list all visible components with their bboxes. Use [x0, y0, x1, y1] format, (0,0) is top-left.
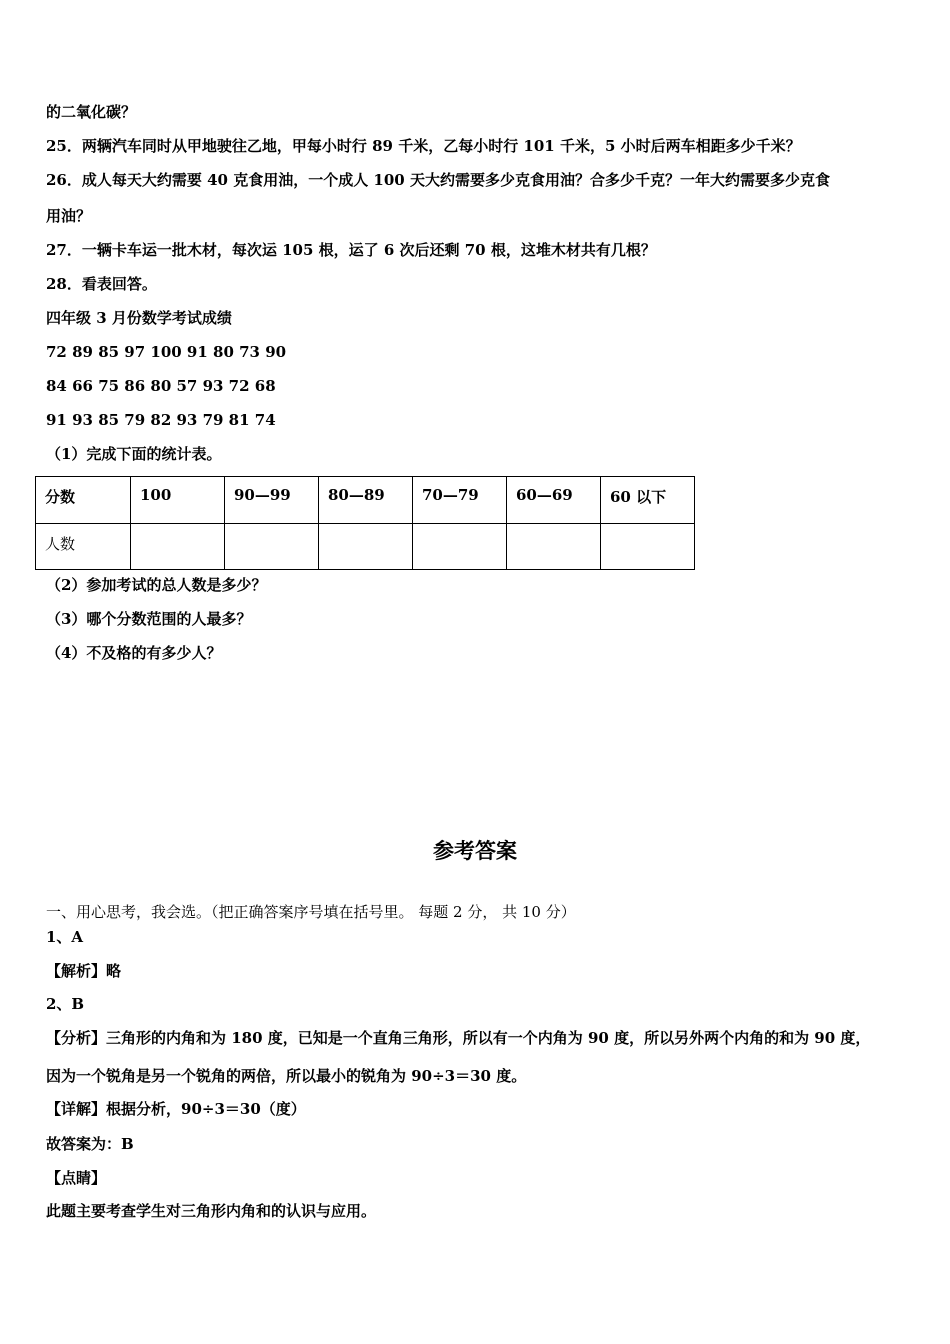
count-cell[interactable]	[319, 524, 413, 570]
range-cell: 60 以下	[601, 477, 695, 524]
answer-2: 2、B	[46, 995, 85, 1013]
section-1-heading: 一、用心思考，我会选。（把正确答案序号填在括号里。 每题 2 分， 共 10 分）	[46, 903, 576, 921]
answer-2-detail: 【详解】根据分析，90÷3＝30（度）	[46, 1100, 306, 1118]
sub-question-2: （2）参加考试的总人数是多少？	[46, 576, 267, 594]
question-27: 27．一辆卡车运一批木材，每次运 105 根，运了 6 次后还剩 70 根，这堆木材共有几根？	[46, 241, 656, 259]
answer-2-analysis-line2: 因为一个锐角是另一个锐角的两倍，所以最小的锐角为 90÷3＝30 度。	[46, 1067, 527, 1085]
answers-title: 参考答案	[433, 838, 517, 863]
answer-2-point: 此题主要考查学生对三角形内角和的认识与应用。	[46, 1202, 377, 1220]
question-28: 28．看表回答。	[46, 275, 157, 293]
scores-row-2: 84 66 75 86 80 57 93 72 68	[46, 377, 276, 395]
question-26-line1: 26．成人每天大约需要 40 克食用油，一个成人 100 天大约需要多少克食用油？合多少千克？一年大约需要多少克食	[46, 171, 830, 189]
row-label-cell: 人数	[36, 524, 131, 570]
count-cell[interactable]	[131, 524, 225, 570]
sub-question-3: （3）哪个分数范围的人最多？	[46, 610, 252, 628]
answer-2-point-label: 【点睛】	[46, 1169, 107, 1187]
question-26-line2: 用油？	[46, 207, 92, 225]
scores-row-3: 91 93 85 79 82 93 79 81 74	[46, 411, 276, 429]
answer-2-analysis-line1: 【分析】三角形的内角和为 180 度，已知是一个直角三角形，所以有一个内角为 90 度，所以另外两个内角的和为 90 度，	[46, 1029, 871, 1047]
count-cell[interactable]	[413, 524, 507, 570]
range-cell: 100	[131, 477, 225, 524]
range-cell: 90—99	[225, 477, 319, 524]
scores-row-1: 72 89 85 97 100 91 80 73 90	[46, 343, 287, 361]
table-title: 四年级 3 月份数学考试成绩	[46, 309, 232, 327]
answer-1-analysis: 【解析】略	[46, 962, 122, 980]
answer-2-result: 故答案为：B	[46, 1135, 134, 1153]
table-row	[36, 524, 695, 570]
statistics-table	[35, 476, 695, 570]
header-label-cell: 分数	[36, 477, 131, 524]
answer-1: 1、A	[46, 928, 84, 946]
q24-tail: 的二氧化碳？	[46, 103, 137, 121]
range-cell: 70—79	[413, 477, 507, 524]
range-cell: 80—89	[319, 477, 413, 524]
range-cell: 60—69	[507, 477, 601, 524]
sub-question-1: （1）完成下面的统计表。	[46, 445, 222, 463]
sub-question-4: （4）不及格的有多少人？	[46, 644, 222, 662]
question-25: 25．两辆汽车同时从甲地驶往乙地，甲每小时行 89 千米，乙每小时行 101 千米，5 小时后两车相距多少千米？	[46, 137, 801, 155]
count-cell[interactable]	[601, 524, 695, 570]
count-cell[interactable]	[507, 524, 601, 570]
table-row	[36, 477, 695, 524]
count-cell[interactable]	[225, 524, 319, 570]
